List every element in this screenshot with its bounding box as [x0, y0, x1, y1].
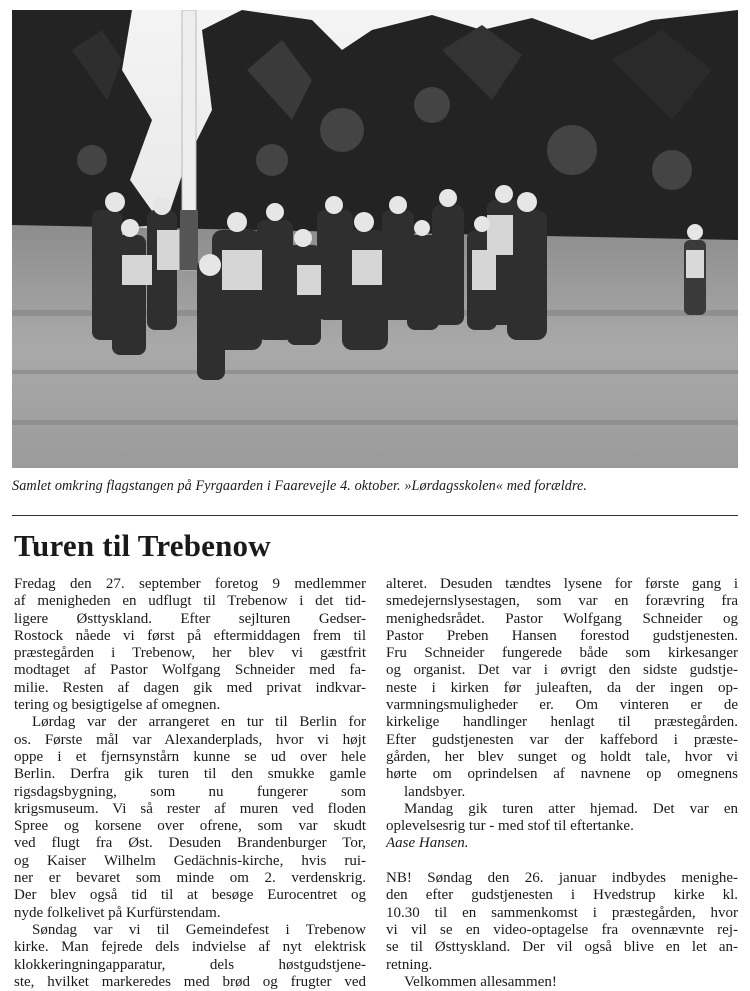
text-line: Pastor Preben Hansen forestod gudstjenesten.: [386, 627, 738, 644]
text-line: ligere Østtyskland. Efter sejlturen Gedser-: [14, 610, 366, 627]
article-headline: Turen til Trebenow: [14, 528, 271, 563]
text-line: tering og besigtigelse af omegnen.: [14, 697, 221, 714]
text-line: klokkeringningapparatur, dels høstgudstjene-: [14, 956, 366, 973]
text-line: Rostock nåede vi først på eftermiddagen frem til: [14, 627, 366, 644]
text-line: ner er bevaret som minde om 2. verdenskrig.: [14, 870, 366, 887]
text-line: Mandag gik turen atter hjemad. Det var en: [404, 800, 738, 817]
notice-line: den efter gudstjenesten i Hvedstrup kirke kl.: [386, 887, 738, 904]
notice-line: 10.30 til en sammenkomst i præstegården, hvor: [386, 904, 738, 921]
text-line: Der blev også tid til at besøge Eurocentret og: [14, 887, 366, 904]
signature: Aase Hansen.: [386, 835, 469, 852]
text-line: alteret. Desuden tændtes lysene for første gang i: [386, 576, 738, 592]
text-line: nyde folkelivet på Kurfürstendam.: [14, 904, 221, 921]
text-line: kirke. Man fejrede dels indvielse af nyt elektrisk: [14, 939, 366, 956]
text-line: krigsmuseum. Vi så rester af muren ved floden: [14, 800, 366, 817]
closing-line: Velkommen allesammen!: [404, 973, 557, 990]
text-line: af menigheden en udflugt til Trebenow i det tid-: [14, 593, 366, 610]
paragraph-gap: [386, 853, 738, 870]
notice-line: se til Østtyskland. Der vil også blive en let an-: [386, 939, 738, 956]
photo-caption: Samlet omkring flagstangen på Fyrgaarden i Faarevejle 4. oktober. »Lørdagsskolen« med forældre.: [12, 478, 588, 494]
text-line: os. Første mål var Alexanderplads, hvor vi højt: [14, 731, 366, 748]
text-line: og organist. Det var i øvrigt den sidste gudstje-: [386, 662, 738, 679]
text-line: menighedsrådet. Pastor Wolfgang Schneider og: [386, 610, 738, 627]
text-line: Søndag var vi til Gemeindefest i Trebenow: [32, 921, 366, 938]
notice-line: vi vil se en video-optagelse fra ovennævnte rej-: [386, 921, 738, 938]
text-line: hørte om oprindelsen af navnene op omegnens: [386, 766, 738, 783]
text-line: Efter gudstjenesten var der kaffebord i præste-: [386, 731, 738, 748]
text-line: Spree og korsene over ofrene, som var skudt: [14, 818, 366, 835]
divider: [12, 515, 738, 516]
text-line: oplevelsesrig tur - med stof til eftertanke.: [386, 818, 634, 835]
text-line: ste, hvilket markeredes med brød og frugter ved: [14, 973, 366, 990]
notice-line: NB! Søndag den 26. januar indbydes menighe-: [386, 870, 738, 887]
text-line: præstegården i Trebenow, her blev vi gæstfrit: [14, 645, 366, 662]
text-line: smedejernslysestagen, som var en forævring fra: [386, 593, 738, 610]
text-line: kirkelige handlinger henlagt til præstegården.: [386, 714, 738, 731]
article-column-right: [386, 576, 738, 991]
text-line: Lørdag var der arrangeret en tur til Berlin for: [32, 714, 366, 731]
text-line: og Kaiser Wilhelm Gedächnis-kirche, hvis rui-: [14, 852, 366, 869]
text-line: oppe i et fjernsynstårn kunne se ud over hele: [14, 748, 366, 765]
article-column-left: [14, 576, 366, 991]
text-line: ved flugt fra Øst. Desuden Brandenburger Tor,: [14, 835, 366, 852]
notice-line: retning.: [386, 956, 433, 973]
text-line: rigsdagsbygning, som nu fungerer som: [14, 783, 366, 800]
text-line: Fredag den 27. september foretog 9 medlemmer: [14, 576, 366, 592]
text-line: modtaget af Pastor Wolfgang Schneider med fa-: [14, 662, 366, 679]
text-line: milie. Resten af dagen gik med privat indkvar-: [14, 679, 366, 696]
text-line: Berlin. Derfra gik turen til den smukke gamle: [14, 766, 366, 783]
text-line: varmningsmuligheder er. Om vinteren er de: [386, 697, 738, 714]
text-line: landsbyer.: [404, 783, 466, 800]
text-line: Fru Schneider fungerede både som kirkesanger: [386, 645, 738, 662]
group-photo: [12, 10, 738, 468]
text-line: neste i kirken før juleaften, da der ingen op-: [386, 679, 738, 696]
text-line: gården, her blev sunget og holdt tale, hvor vi: [386, 748, 738, 765]
